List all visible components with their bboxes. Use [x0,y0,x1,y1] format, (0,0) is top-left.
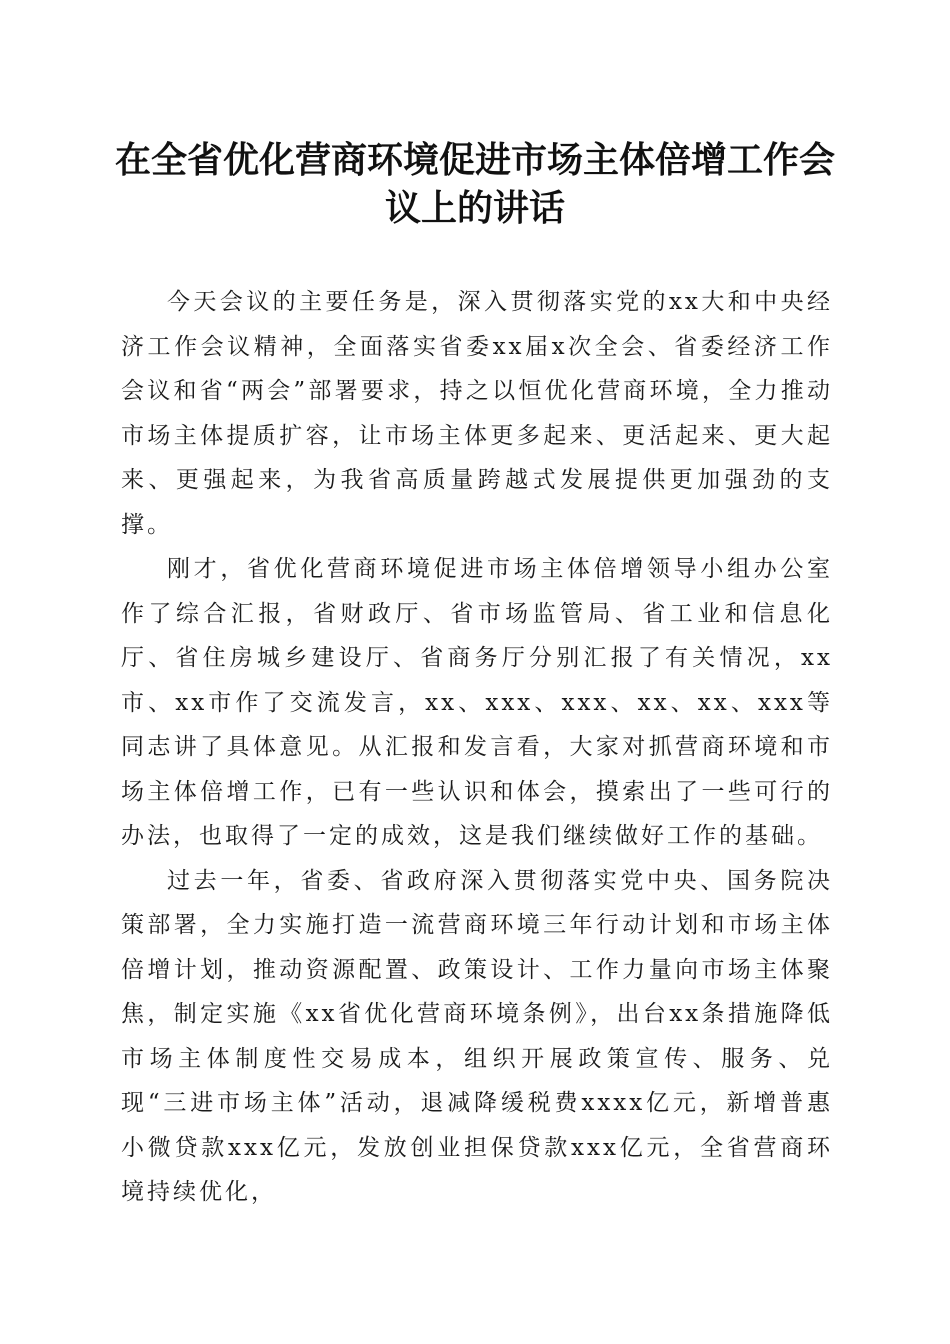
paragraph-1: 今天会议的主要任务是，深入贯彻落实党的xx大和中央经济工作会议精神，全面落实省委xx届x次全会、省委经济工作会议和省“两会”部署要求，持之以恒优化营商环境，全力推动市场主体提质扩容，让市场主体更多起来、更活起来、更大起来、更强起来，为我省高质量跨越式发展提供更加强劲的支撑。 [121,289,833,538]
title-line-1: 在全省优化营商环境促进市场主体倍增工作会 [114,139,835,181]
paragraph-2: 刚才，省优化营商环境促进市场主体倍增领导小组办公室作了综合汇报，省财政厅、省市场监管局、省工业和信息化厅、省住房城乡建设厅、省商务厅分别汇报了有关情况，xx市、xx市作了交流发言，xx、xxx、xxx、xx、xx、xxx等同志讲了具体意见。从汇报和发言看，大家对抓营商环境和市场主体倍增工作，已有一些认识和体会，摸索出了一些可行的办法，也取得了一定的成效，这是我们继续做好工作的基础。 [121,556,833,849]
document-title [110,136,840,232]
document-body [121,280,833,1215]
paragraph-3: 过去一年，省委、省政府深入贯彻落实党中央、国务院决策部署，全力实施打造一流营商环境三年行动计划和市场主体倍增计划，推动资源配置、政策设计、工作力量向市场主体聚焦，制定实施《xx省优化营商环境条例》，出台xx条措施降低市场主体制度性交易成本，组织开展政策宣传、服务、兑现“三进市场主体”活动，退减降缓税费xxxx亿元，新增普惠小微贷款xxx亿元，发放创业担保贷款xxx亿元，全省营商环境持续优化， [121,867,833,1205]
title-line-2: 议上的讲话 [384,187,565,229]
